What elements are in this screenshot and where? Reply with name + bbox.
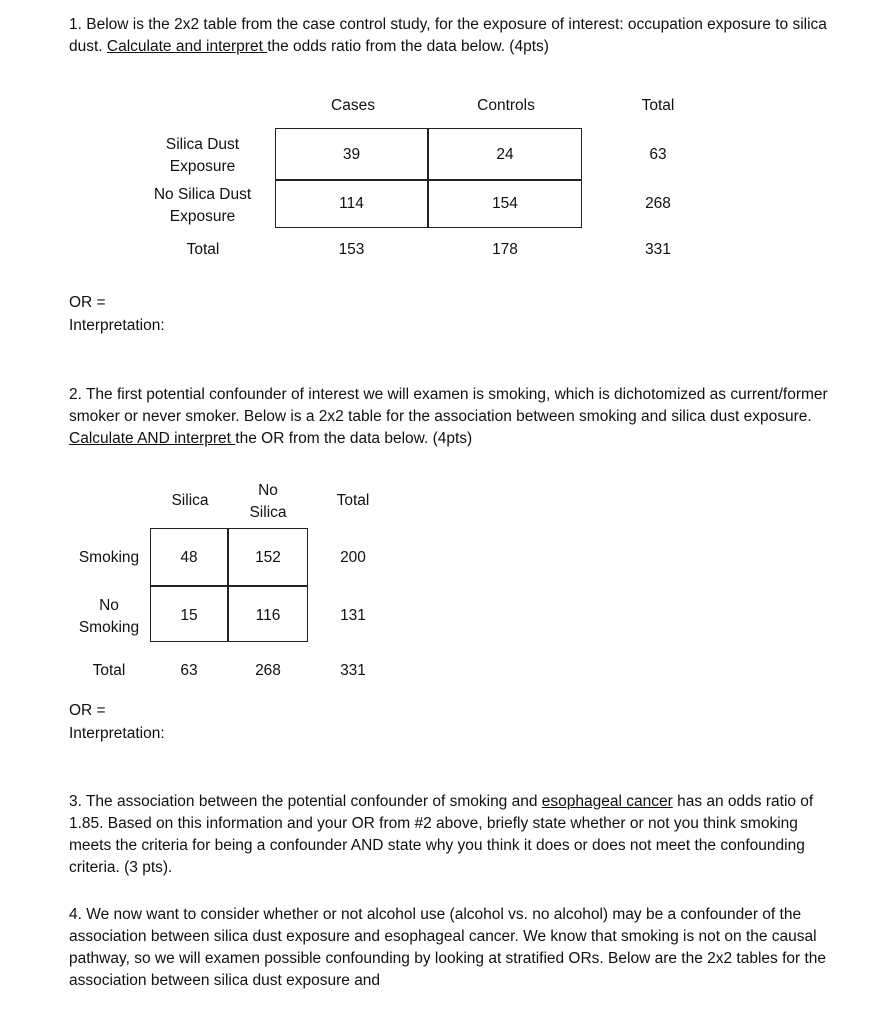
t1-cell-cases-unexposed: 114 (339, 195, 364, 212)
q1-or-label: OR = (69, 294, 106, 311)
question-1-intro: 1. Below is the 2x2 table from the case control study, for the exposure of interest: occupation exposure to silica dust. (69, 16, 827, 55)
t1-row-label-no-silica-exposure: No Silica Dust Exposure (153, 186, 252, 225)
t2-col-header-silica: Silica (171, 492, 209, 509)
t1-cell-total-cases: 153 (338, 241, 365, 258)
t1-col-header-total: Total (641, 97, 675, 114)
t1-cell-total-exposed: 63 (649, 146, 667, 163)
question-1-underlined: Calculate and interpret (106, 38, 268, 55)
t2-cell-no-smoking-total: 131 (340, 607, 366, 624)
q2-or-label: OR = (69, 702, 106, 719)
t2-cell-smoking-no-silica: 152 (255, 549, 281, 566)
question-3-text (69, 791, 829, 879)
q1-interpretation-label: Interpretation: (69, 317, 165, 334)
t1-row-label-total: Total (186, 241, 220, 258)
t2-cell-smoking-total: 200 (340, 549, 366, 566)
t1-row-label-silica-exposure: Silica Dust Exposure (165, 136, 240, 175)
question-3-underlined: esophageal cancer (541, 793, 673, 810)
t1-col-header-controls: Controls (477, 97, 535, 114)
t1-cell-controls-exposed: 24 (496, 146, 514, 163)
question-3-intro: 3. The association between the potential confounder of smoking and (69, 793, 542, 810)
t2-cell-no-smoking-silica: 15 (180, 607, 198, 624)
t1-cell-total-controls: 178 (492, 241, 518, 258)
t2-cell-grand-total: 331 (340, 662, 366, 679)
t2-row-label-no-smoking: No Smoking (78, 597, 140, 636)
question-4-text: 4. We now want to consider whether or not alcohol use (alcohol vs. no alcohol) may be a confounder of the association between silica dust exposure and esophageal cancer. We know that smoking is not on the causal pathway, so we will examen possible confounding by looking at stratified ORs. Below are the 2x2 tables for the association between silica dust exposure and (69, 906, 827, 989)
question-1-end: the odds ratio from the data below. (4pts) (267, 38, 549, 55)
question-2-intro: 2. The first potential confounder of interest we will examen is smoking, which is dichotomized as current/former smoker or never smoker. Below is a 2x2 table for the association between smoking and silica dust exposure. (69, 386, 828, 425)
t2-row-label-total: Total (92, 662, 126, 679)
t2-cell-total-no-silica: 268 (255, 662, 281, 679)
t2-col-header-no-silica: No Silica (249, 482, 287, 521)
t1-grid-divider-h (275, 179, 582, 181)
t2-row-label-smoking: Smoking (78, 549, 140, 566)
t2-grid-divider-h (150, 585, 308, 587)
t1-col-header-cases: Cases (331, 97, 375, 114)
question-2-underlined: Calculate AND interpret (69, 430, 236, 447)
question-2-text (69, 384, 829, 450)
t2-cell-smoking-silica: 48 (180, 549, 198, 566)
question-3-end: has an odds ratio of 1.85. Based on this information and your OR from #2 above, briefly state whether or not you think smoking meets the criteria for being a confounder AND state why you think it does or does not meet the confounding criteria. (3 pts). (69, 793, 814, 876)
t2-col-header-total: Total (336, 492, 370, 509)
t1-cell-cases-exposed: 39 (342, 146, 361, 163)
t2-cell-total-silica: 63 (180, 662, 198, 679)
t1-cell-controls-unexposed: 154 (492, 195, 518, 212)
t1-cell-total-unexposed: 268 (645, 195, 671, 212)
q2-interpretation-label: Interpretation: (69, 725, 165, 742)
question-2-end: the OR from the data below. (4pts) (235, 430, 473, 447)
question-1-text (69, 14, 829, 58)
t2-cell-no-smoking-no-silica: 116 (255, 607, 281, 624)
t1-cell-grand-total: 331 (645, 241, 671, 258)
